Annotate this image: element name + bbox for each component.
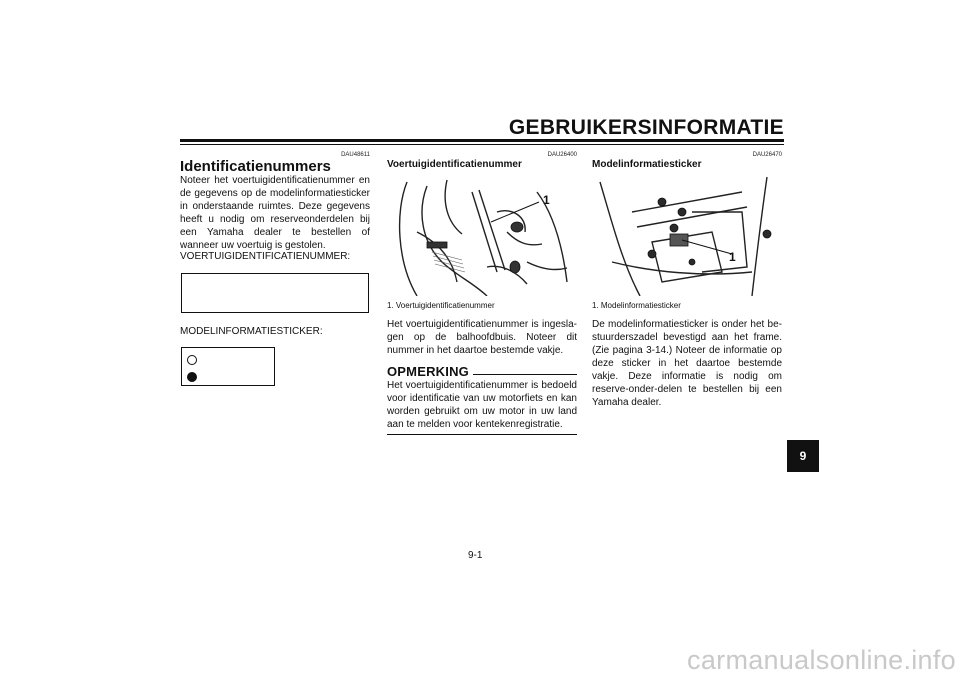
frame-illustration <box>592 172 780 296</box>
section-body: Noteer het voertuigidentificatienummer en de gegevens op de modelinformatiesticker in onderstaande ruimtes. Deze gegevens heeft u nodig om reserveonderdelen bij een Yamaha dealer te bestellen of wanneer uw voertuig is gestolen. <box>180 175 370 251</box>
vin-label: VOERTUIGIDENTIFICATIENUMMER: <box>180 251 351 262</box>
page-title: GEBRUIKERSINFORMATIE <box>508 116 784 139</box>
steering-head-photo <box>387 172 575 296</box>
note-title: OPMERKING <box>387 364 469 379</box>
section-heading: Voertuigidentificatienummer <box>387 159 522 170</box>
page-number: 9-1 <box>468 550 483 561</box>
section-code: DAU26400 <box>547 152 577 158</box>
empty-circle-icon <box>187 355 197 365</box>
header-rule <box>180 139 784 142</box>
section-heading: Modelinformatiesticker <box>592 159 702 170</box>
section-body: Het voertuigidentificatienummer is ingesla-gen op de balhoofdbuis. Noteer dit nummer in het daartoe bestemde vakje. <box>387 319 577 356</box>
callout-number: 1 <box>729 250 736 264</box>
vin-entry-box <box>181 273 369 313</box>
note-title-rule <box>473 374 577 375</box>
section-code: DAU26470 <box>752 152 782 158</box>
figure-caption: 1. Modelinformatiesticker <box>592 301 681 310</box>
figure-caption: 1. Voertuigidentificatienummer <box>387 301 495 310</box>
section-heading: Identificatienummers <box>180 158 331 175</box>
header-rule-thin <box>180 144 784 145</box>
callout-number: 1 <box>543 193 550 207</box>
model-sticker-photo <box>592 172 780 296</box>
chapter-tab: 9 <box>787 440 819 472</box>
model-label: MODELINFORMATIESTICKER: <box>180 326 323 337</box>
filled-circle-icon <box>187 372 197 382</box>
section-code: DAU48611 <box>341 152 370 158</box>
section-body: De modelinformatiesticker is onder het be-stuurderszadel bevestigd aan het frame. (Zie pagina 3-14.) Noteer de informatie op deze sticker in het daartoe bestemde vakje. Deze informatie is nodig om reserve-onder-delen te bestellen bij een Yamaha dealer. <box>592 319 782 408</box>
steering-head-illustration <box>387 172 575 296</box>
note-end-rule <box>387 434 577 435</box>
model-entry-box <box>181 347 275 386</box>
note-body: Het voertuigidentificatienummer is bedoeld voor identificatie van uw motorfiets en kan worden gebruikt om uw motor in uw land aan te melden voor kentekenregistratie. <box>387 380 577 430</box>
watermark-text: carmanualsonline.info <box>687 645 956 675</box>
